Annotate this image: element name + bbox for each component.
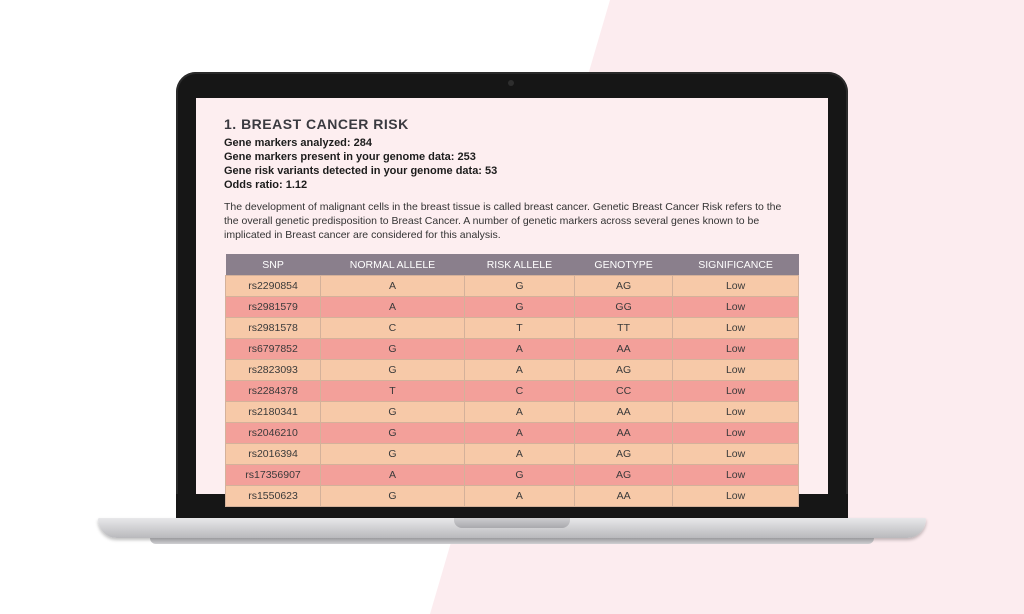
table-cell: rs2823093 — [226, 360, 321, 381]
column-header: RISK ALLELE — [464, 254, 574, 276]
table-cell: A — [464, 339, 574, 360]
table-header-row — [226, 254, 799, 276]
table-cell: Low — [673, 465, 799, 486]
table-cell: TT — [574, 318, 672, 339]
table-cell: G — [321, 339, 465, 360]
table-cell: rs2046210 — [226, 423, 321, 444]
column-header: SNP — [226, 254, 321, 276]
table-cell: AG — [574, 444, 672, 465]
column-header: SIGNIFICANCE — [673, 254, 799, 276]
laptop-base-edge — [150, 538, 874, 544]
table-cell: G — [321, 486, 465, 507]
table-cell: rs17356907 — [226, 465, 321, 486]
table-cell: A — [321, 465, 465, 486]
table-cell: A — [464, 360, 574, 381]
table-cell: Low — [673, 297, 799, 318]
table-cell: Low — [673, 486, 799, 507]
table-row — [226, 423, 799, 444]
table-cell: G — [464, 465, 574, 486]
table-cell: T — [321, 381, 465, 402]
table-cell: G — [464, 297, 574, 318]
table-cell: Low — [673, 276, 799, 297]
table-cell: G — [321, 360, 465, 381]
stat-markers-present: Gene markers present in your genome data: 253 — [224, 151, 476, 163]
table-cell: A — [464, 444, 574, 465]
table-cell: Low — [673, 339, 799, 360]
table-cell: Low — [673, 402, 799, 423]
table-cell: G — [321, 423, 465, 444]
table-cell: Low — [673, 318, 799, 339]
camera-icon — [508, 80, 514, 86]
table-cell: A — [464, 402, 574, 423]
table-row — [226, 381, 799, 402]
column-header: GENOTYPE — [574, 254, 672, 276]
table-cell: GG — [574, 297, 672, 318]
table-cell: C — [321, 318, 465, 339]
table-cell: CC — [574, 381, 672, 402]
table-cell: AA — [574, 423, 672, 444]
table-cell: rs2180341 — [226, 402, 321, 423]
laptop-screen[interactable] — [196, 98, 828, 502]
table-row — [226, 465, 799, 486]
table-cell: rs2284378 — [226, 381, 321, 402]
table-cell: rs6797852 — [226, 339, 321, 360]
table-row — [226, 318, 799, 339]
table-cell: AG — [574, 276, 672, 297]
table-row — [226, 444, 799, 465]
table-cell: AA — [574, 402, 672, 423]
table-row — [226, 402, 799, 423]
table-cell: AA — [574, 339, 672, 360]
table-cell: rs2981578 — [226, 318, 321, 339]
table-cell: rs2290854 — [226, 276, 321, 297]
table-row — [226, 297, 799, 318]
table-row — [226, 339, 799, 360]
table-row — [226, 276, 799, 297]
table-row — [226, 360, 799, 381]
table-cell: A — [464, 423, 574, 444]
table-cell: A — [321, 276, 465, 297]
stat-odds-ratio: Odds ratio: 1.12 — [224, 179, 308, 191]
table-cell: rs2016394 — [226, 444, 321, 465]
table-cell: Low — [673, 444, 799, 465]
table-cell: G — [321, 444, 465, 465]
table-cell: A — [321, 297, 465, 318]
table-cell: AG — [574, 360, 672, 381]
table-cell: Low — [673, 381, 799, 402]
table-cell: rs2981579 — [226, 297, 321, 318]
table-cell: AG — [574, 465, 672, 486]
report-description: The development of malignant cells in the breast tissue is called breast cancer. Genetic Breast Cancer Risk refers to the the overall genetic predisposition to Breast Cancer. A number of genetic markers across several genes known to be implicated in Breast cancer are considered for this analysis. — [224, 201, 782, 241]
table-cell: T — [464, 318, 574, 339]
report-title: 1. BREAST CANCER RISK — [224, 116, 409, 132]
column-header: NORMAL ALLELE — [321, 254, 465, 276]
table-row — [226, 486, 799, 507]
report-section — [224, 116, 804, 242]
table-cell: Low — [673, 423, 799, 444]
table-cell: C — [464, 381, 574, 402]
table-cell: AA — [574, 486, 672, 507]
snp-table — [225, 254, 799, 507]
table-cell: A — [464, 486, 574, 507]
stat-risk-variants: Gene risk variants detected in your genome data: 53 — [224, 165, 498, 177]
laptop-opening-notch — [454, 518, 570, 528]
table-cell: G — [464, 276, 574, 297]
stat-markers-analyzed: Gene markers analyzed: 284 — [224, 137, 372, 149]
table-cell: Low — [673, 360, 799, 381]
table-cell: G — [321, 402, 465, 423]
table-cell: rs1550623 — [226, 486, 321, 507]
